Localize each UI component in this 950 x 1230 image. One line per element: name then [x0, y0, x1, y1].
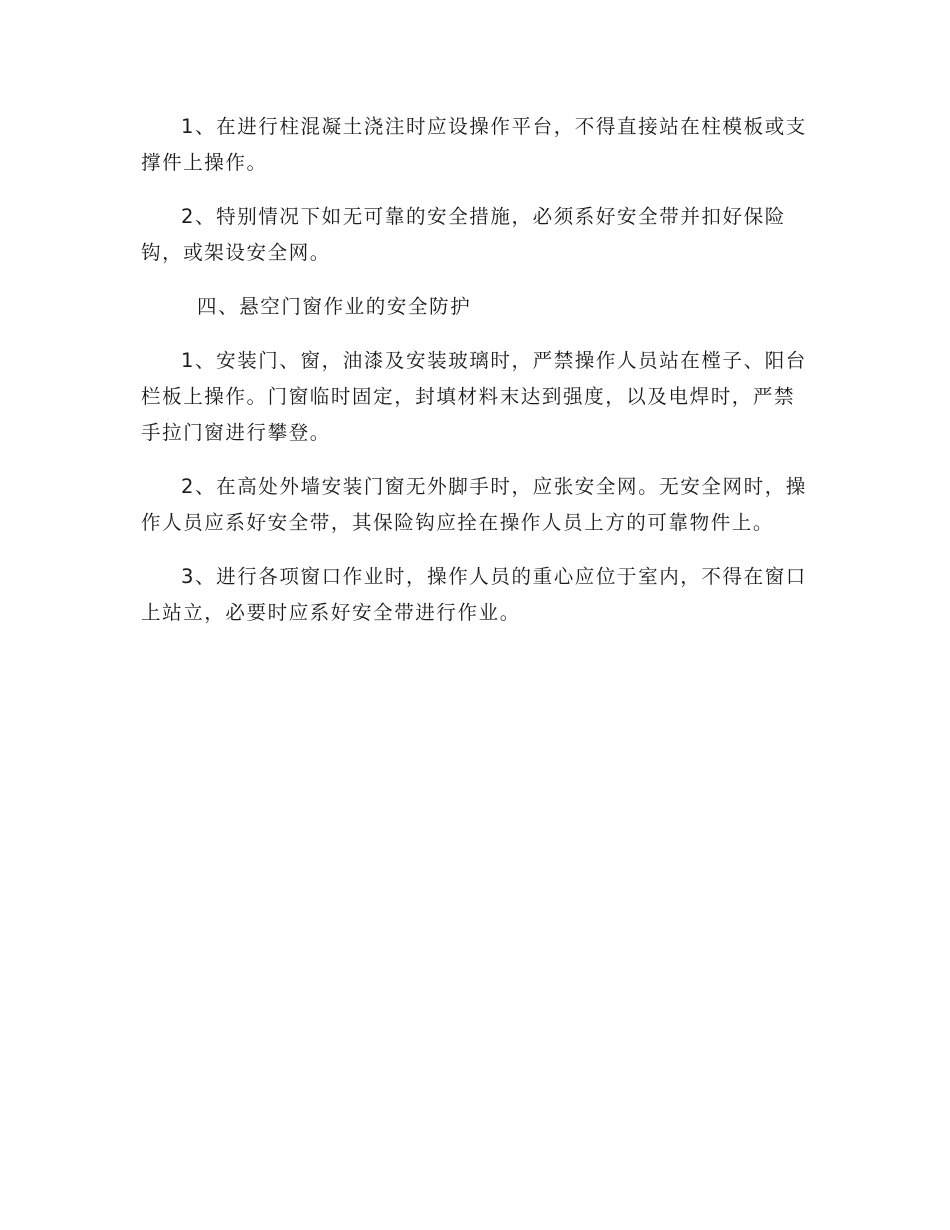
paragraph-window-work: 3、进行各项窗口作业时，操作人员的重心应位于室内，不得在窗口上站立，必要时应系好安全带进行作业。	[141, 565, 807, 624]
section-heading: 四、悬空门窗作业的安全防护	[197, 295, 472, 318]
paragraph-safety-belt: 2、特别情况下如无可靠的安全措施，必须系好安全带并扣好保险钩，或架设安全网。	[141, 205, 786, 264]
paragraph-door-window-install: 1、安装门、窗，油漆及安装玻璃时，严禁操作人员站在樘子、阳台栏板上操作。门窗临时固定，封填材料末达到强度，以及电焊时，严禁手拉门窗进行攀登。	[141, 349, 807, 444]
paragraph-exterior-wall: 2、在高处外墙安装门窗无外脚手时，应张安全网。无安全网时，操作人员应系好安全带，其保险钩应拴在操作人员上方的可靠物件上。	[141, 475, 807, 534]
document-body	[141, 109, 809, 649]
paragraph-column-platform: 1、在进行柱混凝土浇注时应设操作平台，不得直接站在柱模板或支撑件上操作。	[141, 115, 807, 174]
